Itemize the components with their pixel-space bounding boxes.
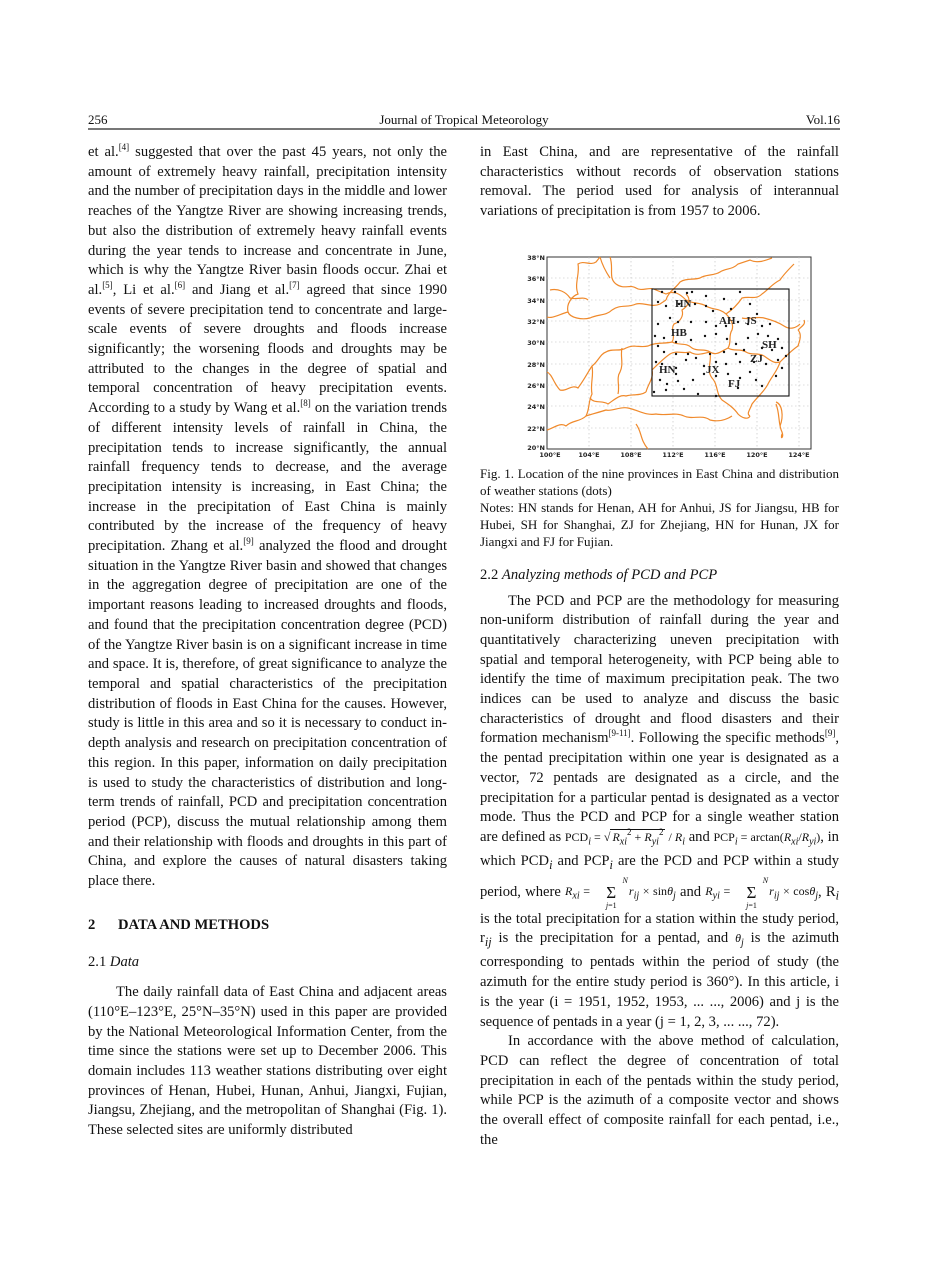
svg-text:24°N: 24°N: [527, 402, 545, 411]
label-hunan: HN: [659, 363, 676, 376]
citation[interactable]: [4]: [118, 142, 130, 152]
label-shanghai: SH: [762, 338, 777, 351]
citation[interactable]: [9]: [824, 728, 836, 739]
label-hubei: HB: [671, 326, 687, 339]
volume-label: Vol.16: [805, 112, 840, 127]
svg-text:30°N: 30°N: [527, 338, 545, 347]
pcd-pcp-explanation-paragraph: In accordance with the above method of calculation, PCD can reflect the degree of concentration of total precipitation in each of the pentads within the study period, while PCP is the azimuth of a composite vector and shows the overall effect of composite rainfall for each pentad, i.e., the: [480, 1033, 839, 1148]
svg-text:100°E: 100°E: [539, 450, 561, 459]
label-jiangsu: JS: [745, 314, 757, 327]
right-column: [480, 143, 839, 1150]
intro-paragraph: et al.[4] suggested that over the past 45 years, not only the amount of extremely heavy rainfall, precipitation intensity and the number of precipitation days in the middle and lower reaches of the Yangtze River are showing increasing trends, but also the distribution of extremely heavy rainfall events during the year tends to increase and concentrate in June, which is why the Yangtze River basin floods occur. Zhai et al.[5], Li et al.[6] and Jiang et al.[7] agreed that since 1990 events of severe precipitation tend to concentrate and large-scale events of severe droughts and floods increase significantly; the worsening floods and droughts may be attributed to the changes in the degree of spatial and temporal concentration of heavy precipitation events. According to a study by Wang et al.[8] on the variation trends of different intensity levels of rainfall in China, the precipitation tends to increase significantly, the annual rainfall frequency tends to decrease, and the average precipitation intensity is increasing, in East China; the increase in the precipitation of East China is mainly contributed by the increase of the frequency of heavy precipitation. Zhang et al.[9] analyzed the flood and drought situation in the Yangtze River basin and showed that changes in the aggregation degree of precipitation are one of the important reasons leading to increased droughts and floods, and found that the precipitation concentration degree (PCD) of the Yangtze River basin is on a significant increase in time and space. It is, therefore, of great significance to analyze the temporal and spatial characteristics of the precipitation distribution of floods in East China for the causes. However, study is little in this area and so it is necessary to conduct in-depth analysis and research on precipitation concentration of this region. In this paper, information on daily precipitation is used to study the characteristics of distribution and long-term trends of rainfall, PCD and precipitation concentration period (PCP), discuss the mutual relationship among them and their relationship with floods and droughts in this part of China, and explore the causes of natural disasters taking place there.: [88, 142, 447, 890]
figure-1-map: [480, 244, 839, 459]
running-header: [88, 110, 840, 128]
journal-title: Journal of Tropical Meteorology: [379, 112, 549, 127]
citation[interactable]: [5]: [102, 279, 113, 290]
svg-text:36°N: 36°N: [527, 274, 545, 283]
svg-text:104°E: 104°E: [578, 450, 600, 459]
svg-text:22°N: 22°N: [527, 424, 545, 433]
pcp-equation: $PCP_i = \arctan(R_{xi}/R_{yi})$: [713, 829, 821, 848]
figure-notes: Notes: HN stands for Henan, AH for Anhui, JS for Jiangsu, HB for Hubei, SH for Shanghai, ZJ for Zhejiang, HN for Hunan, JX for Jiangxi and FJ for Fujian.: [480, 499, 839, 549]
label-anhui: AH: [719, 314, 736, 327]
svg-text:120°E: 120°E: [746, 450, 768, 459]
svg-text:108°E: 108°E: [620, 450, 642, 459]
header-rule: [88, 128, 840, 130]
citation[interactable]: [6]: [174, 279, 186, 290]
label-fujian: FJ: [728, 377, 741, 390]
citation[interactable]: [7]: [289, 279, 300, 290]
citation[interactable]: [9]: [243, 536, 254, 547]
section-heading-data-and-methods: 2 DATA AND METHODS: [88, 916, 270, 933]
svg-text:38°N: 38°N: [527, 253, 545, 262]
subsection-heading-methods: 2.2 Analyzing methods of PCD and PCP: [480, 566, 718, 583]
svg-text:116°E: 116°E: [704, 450, 726, 459]
figure-caption: Fig. 1. Location of the nine provinces in East China and distribution of weather stations (dots): [480, 465, 839, 498]
methods-paragraph: The PCD and PCP are the methodology for measuring non-uniform distribution of rainfall during the year and quantitatively characterizing uneven precipitation with spatial and temporal heterogeneity, with PCP being able to identify the time of maximum precipitation peak. The two indices can be used to analyze and discuss the basic characteristics of drought and flood disasters and their formation mechanism[9-11]. Following the specific methods[9], the pentad precipitation within one year is designated as a vector, 72 pentads are designated as a circle, and the precipitation for a particular pentad is designated as a vector mode. Thus the PCD and PCP for a single weather station are defined as $PCD_i$ = √ $R_{xi}^2 + R_{yi}^2 / R_i$ and $PCP_i = \arctan(R_{xi}/R_{yi})$, in which $PCD_i$ and $PCP_i$ are the PCD and PCP within a study period, where $R_{xi} = N$ Σ $j=1r_{ij} \times \sin\theta_j$ and $R_{yi} = N$ Σ $j=1r_{ij} \times \cos\theta_j$, $R_i$ is the total precipitation for a station within the study period, $r_{ij}$ is the precipitation for a pentad, and $\theta_j$ is the azimuth corresponding to pentads within the period of study (the azimuth for the entire study period is 360°). In this article, i is the year (i = 1951, 1952, 1953, ... ..., 2006) and j is the sequence of pentads in a year (j = 1, 2, 3, ... ..., 72).: [480, 592, 840, 1030]
station-map: [480, 244, 839, 459]
pcd-equation: $PCD_i$ = √ $R_{xi}^2 + R_{yi}^2 / R_i$: [564, 826, 685, 848]
svg-text:112°E: 112°E: [662, 450, 684, 459]
citation[interactable]: [8]: [300, 398, 311, 409]
label-jiangxi: JX: [706, 363, 720, 376]
label-zhejiang: ZJ: [750, 352, 763, 365]
svg-text:34°N: 34°N: [527, 296, 545, 305]
citation[interactable]: [9-11]: [608, 728, 631, 739]
rx-equation: $R_{xi} = N$ Σ $j=1r_{ij} \times \sin\theta_j$: [565, 875, 676, 910]
svg-text:26°N: 26°N: [527, 381, 545, 390]
svg-text:20°N: 20°N: [527, 443, 545, 452]
left-column: [88, 143, 447, 1141]
subsection-heading-data: 2.1 Data: [88, 954, 140, 971]
data-paragraph-continued: in East China, and are representative of the rainfall characteristics without records of observation stations removal. The period used for analysis of interannual variations of precipitation is from 1957 to 2006.: [480, 144, 839, 220]
label-henan: HN: [675, 297, 692, 310]
svg-text:32°N: 32°N: [527, 317, 545, 326]
data-paragraph: The daily rainfall data of East China and adjacent areas (110°E–123°E, 25°N–35°N) used in this paper are provided by the National Meteorological Information Center, from the time since the stations were set up to December 2006. This domain includes 113 weather stations distributing over eight provinces of Henan, Hubei, Hunan, Anhui, Jiangxi, Fujian, Jiangsu, Zhejiang, and the metropolitan of Shanghai (Fig. 1). These selected sites are uniformly distributed: [88, 984, 447, 1139]
page-number: 256: [88, 112, 108, 127]
svg-text:124°E: 124°E: [788, 450, 810, 459]
svg-text:28°N: 28°N: [527, 360, 545, 369]
ry-equation: $R_{yi} = N$ Σ $j=1r_{ij} \times \cos\theta_j$: [705, 875, 818, 910]
